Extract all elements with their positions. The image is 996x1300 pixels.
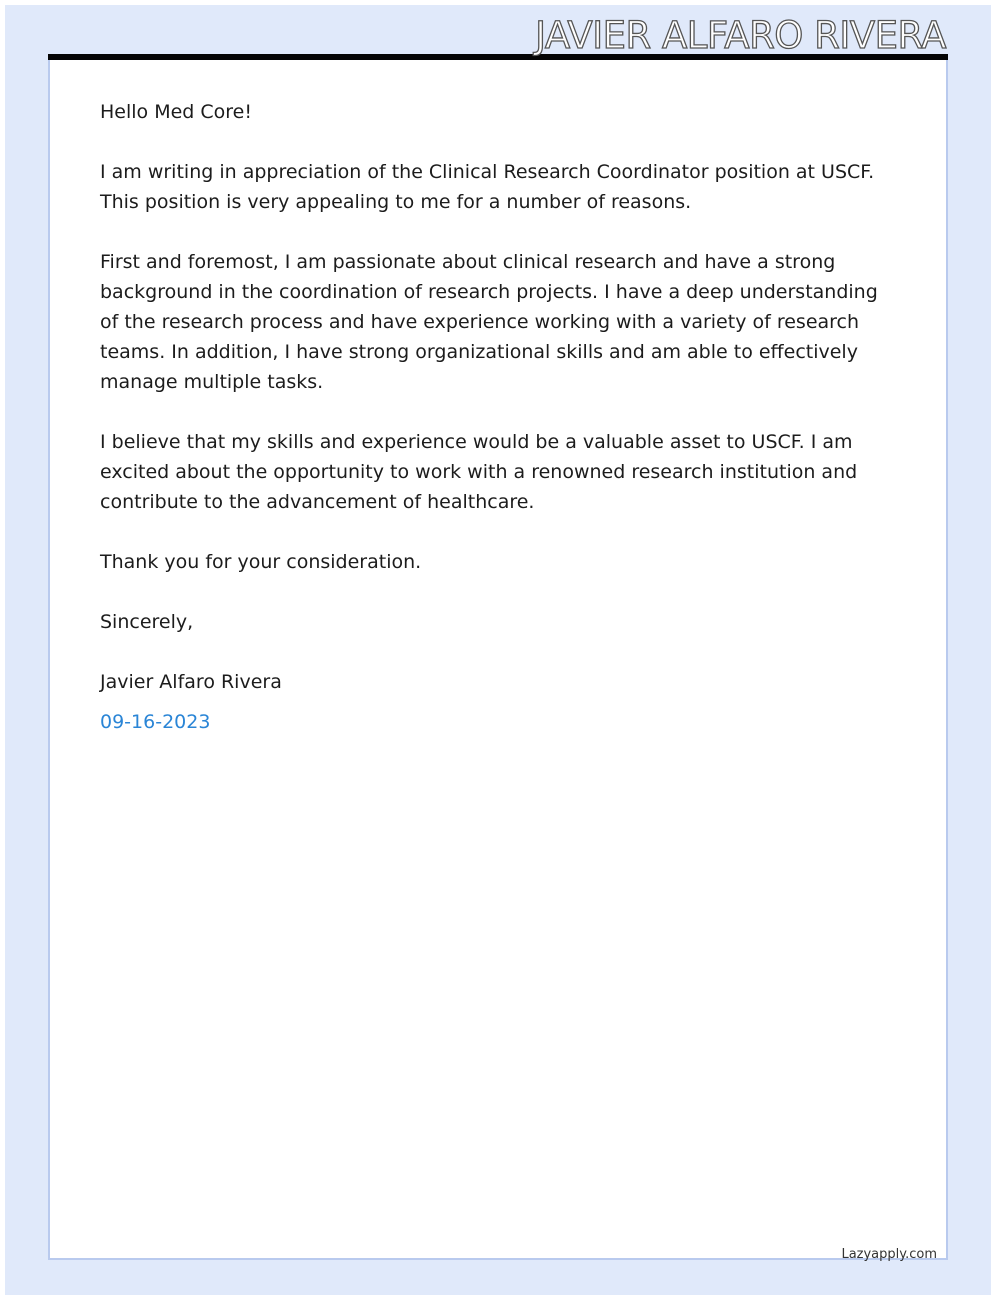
letter-date: 09-16-2023 — [100, 711, 211, 733]
letter-signature: Javier Alfaro Rivera — [100, 671, 282, 693]
letter-paragraph: Thank you for your consideration. — [100, 551, 422, 573]
letter-body — [100, 97, 900, 737]
letter-paragraph: I believe that my skills and experience would be a valuable asset to USCF. I am excited about the opportunity to work with a renowned research institution and contribute to the advancement of healthcare. — [100, 431, 858, 513]
applicant-name-heading: JAVIER ALFARO RIVERA — [535, 14, 946, 57]
letter-closing: Sincerely, — [100, 611, 194, 633]
letter-paragraph: First and foremost, I am passionate about clinical research and have a strong background in the coordination of research projects. I have a deep understanding of the research process and have experience working with a variety of research teams. In addition, I have strong organizational skills and am able to effectively manage multiple tasks. — [100, 251, 878, 393]
letter-paragraph: I am writing in appreciation of the Clinical Research Coordinator position at USCF. This position is very appealing to me for a number of reasons. — [100, 161, 875, 213]
footer-credit: Lazyapply.com — [841, 1247, 937, 1262]
letter-greeting: Hello Med Core! — [100, 101, 252, 123]
